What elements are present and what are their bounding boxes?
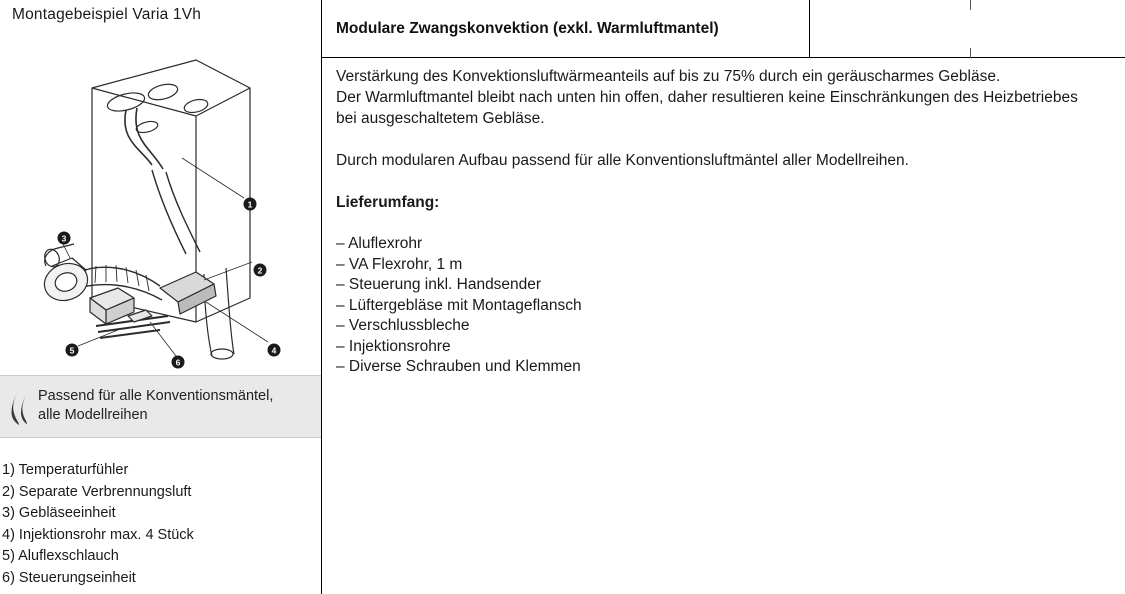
badge-line-2: alle Modellreihen [38, 407, 148, 423]
delivery-item-1: – Aluflexrohr [336, 235, 423, 252]
paragraph-1-line-2: Der Warmluftmantel bleibt nach unten hin offen, daher resultieren keine Einschränkungen des Heizbetriebes [336, 89, 1078, 106]
svg-text:5: 5 [69, 345, 75, 356]
compatibility-badge-text [38, 387, 310, 425]
section-header-row [322, 0, 1125, 58]
svg-text:4: 4 [271, 345, 277, 356]
paragraph-2: Durch modularen Aufbau passend für alle Konventionsluftmäntel aller Modellreihen. [336, 152, 909, 169]
left-column [0, 0, 322, 594]
paragraph-1-line-3: bei ausgeschaltetem Gebläse. [336, 110, 545, 127]
section-title: Modulare Zwangskonvektion (exkl. Warmluftmantel) [336, 20, 719, 37]
section-body [336, 66, 1116, 378]
svg-text:1: 1 [247, 199, 253, 210]
legend-item-3: 3) Gebläseeinheit [2, 505, 116, 521]
delivery-item-4: – Lüftergebläse mit Montageflansch [336, 296, 582, 314]
legend-item-4: 4) Injektionsrohr max. 4 Stück [2, 526, 194, 543]
delivery-item-5: – Verschlussbleche [336, 317, 470, 334]
svg-text:2: 2 [257, 265, 263, 276]
spacer-2 [336, 171, 1116, 192]
left-column-title: Montagebeispiel Varia 1Vh [12, 6, 202, 23]
spacer-1 [336, 129, 1116, 150]
stove-assembly-illustration [0, 30, 321, 372]
compatibility-badge [0, 375, 321, 438]
delivery-item-2: – VA Flexrohr, 1 m [336, 255, 463, 273]
scope-of-delivery-label: Lieferumfang: [336, 194, 440, 211]
svg-text:3: 3 [61, 233, 67, 244]
legend-item-1: 1) Temperaturfühler [2, 462, 129, 478]
callout-legend [2, 460, 320, 589]
header-tick-bottom [970, 48, 971, 58]
badge-line-1: Passend für alle Konventionsmäntel, [38, 388, 274, 404]
legend-item-5: 5) Aluflexschlauch [2, 548, 119, 564]
right-column [322, 0, 1125, 594]
paragraph-1-line-1: Verstärkung des Konvektionsluftwärmeanteils auf bis zu 75% durch ein geräuscharmes Gebläse. [336, 68, 1001, 85]
delivery-item-3: – Steuerung inkl. Handsender [336, 276, 542, 293]
scope-of-delivery-list [336, 234, 1116, 378]
header-tick-top [970, 0, 971, 10]
delivery-item-6: – Injektionsrohre [336, 337, 451, 355]
flame-icon [9, 389, 33, 427]
legend-item-2: 2) Separate Verbrennungsluft [2, 483, 192, 500]
delivery-item-7: – Diverse Schrauben und Klemmen [336, 358, 581, 375]
legend-item-6: 6) Steuerungseinheit [2, 569, 136, 586]
header-vertical-divider [809, 0, 810, 58]
svg-text:6: 6 [175, 357, 181, 368]
